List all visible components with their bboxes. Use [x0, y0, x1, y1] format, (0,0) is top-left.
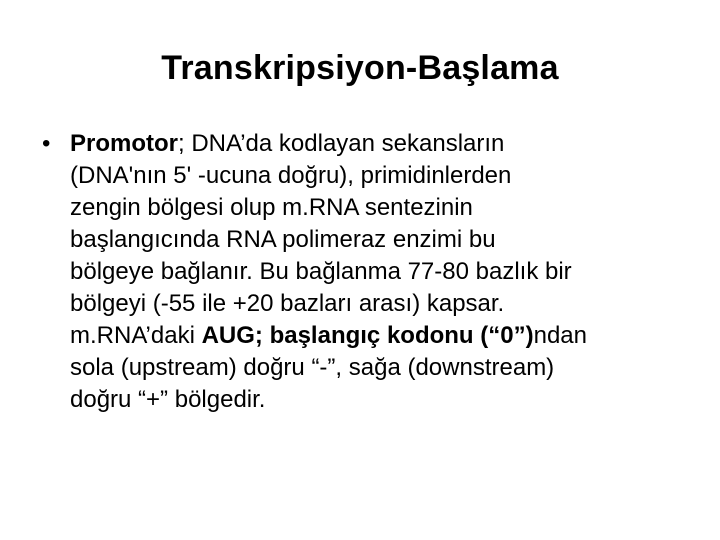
- paragraph-line-3: zengin bölgesi olup m.RNA sentezinin: [70, 194, 473, 221]
- paragraph-line-1: [70, 128, 690, 160]
- paragraph-line-6: bölgeyi (-55 ile +20 bazları arası) kapsar.: [70, 290, 505, 317]
- slide-title: Transkripsiyon-Başlama: [161, 49, 559, 87]
- paragraph-line-5: bölgeye bağlanır. Bu bağlanma 77-80 bazlık bir: [70, 258, 572, 285]
- paragraph-line-9: doğru “+” bölgedir.: [70, 386, 266, 413]
- line-7-suffix: ndan: [533, 322, 587, 349]
- paragraph-line-4: başlangıcında RNA polimeraz enzimi bu: [70, 226, 496, 253]
- start-codon-term: AUG; başlangıç kodonu (“0”): [201, 322, 534, 349]
- bullet-paragraph: [70, 128, 690, 416]
- bullet-icon: •: [42, 130, 51, 157]
- paragraph-line-8: sola (upstream) doğru “-”, sağa (downstream): [70, 354, 555, 381]
- paragraph-line-7: [70, 320, 690, 352]
- promotor-term: Promotor: [70, 130, 178, 157]
- paragraph-line-2: (DNA'nın 5' -ucuna doğru), primidinlerden: [70, 162, 512, 189]
- line-1-text: ; DNA’da kodlayan sekansların: [178, 130, 505, 157]
- line-7-prefix: m.RNA’daki: [70, 322, 202, 349]
